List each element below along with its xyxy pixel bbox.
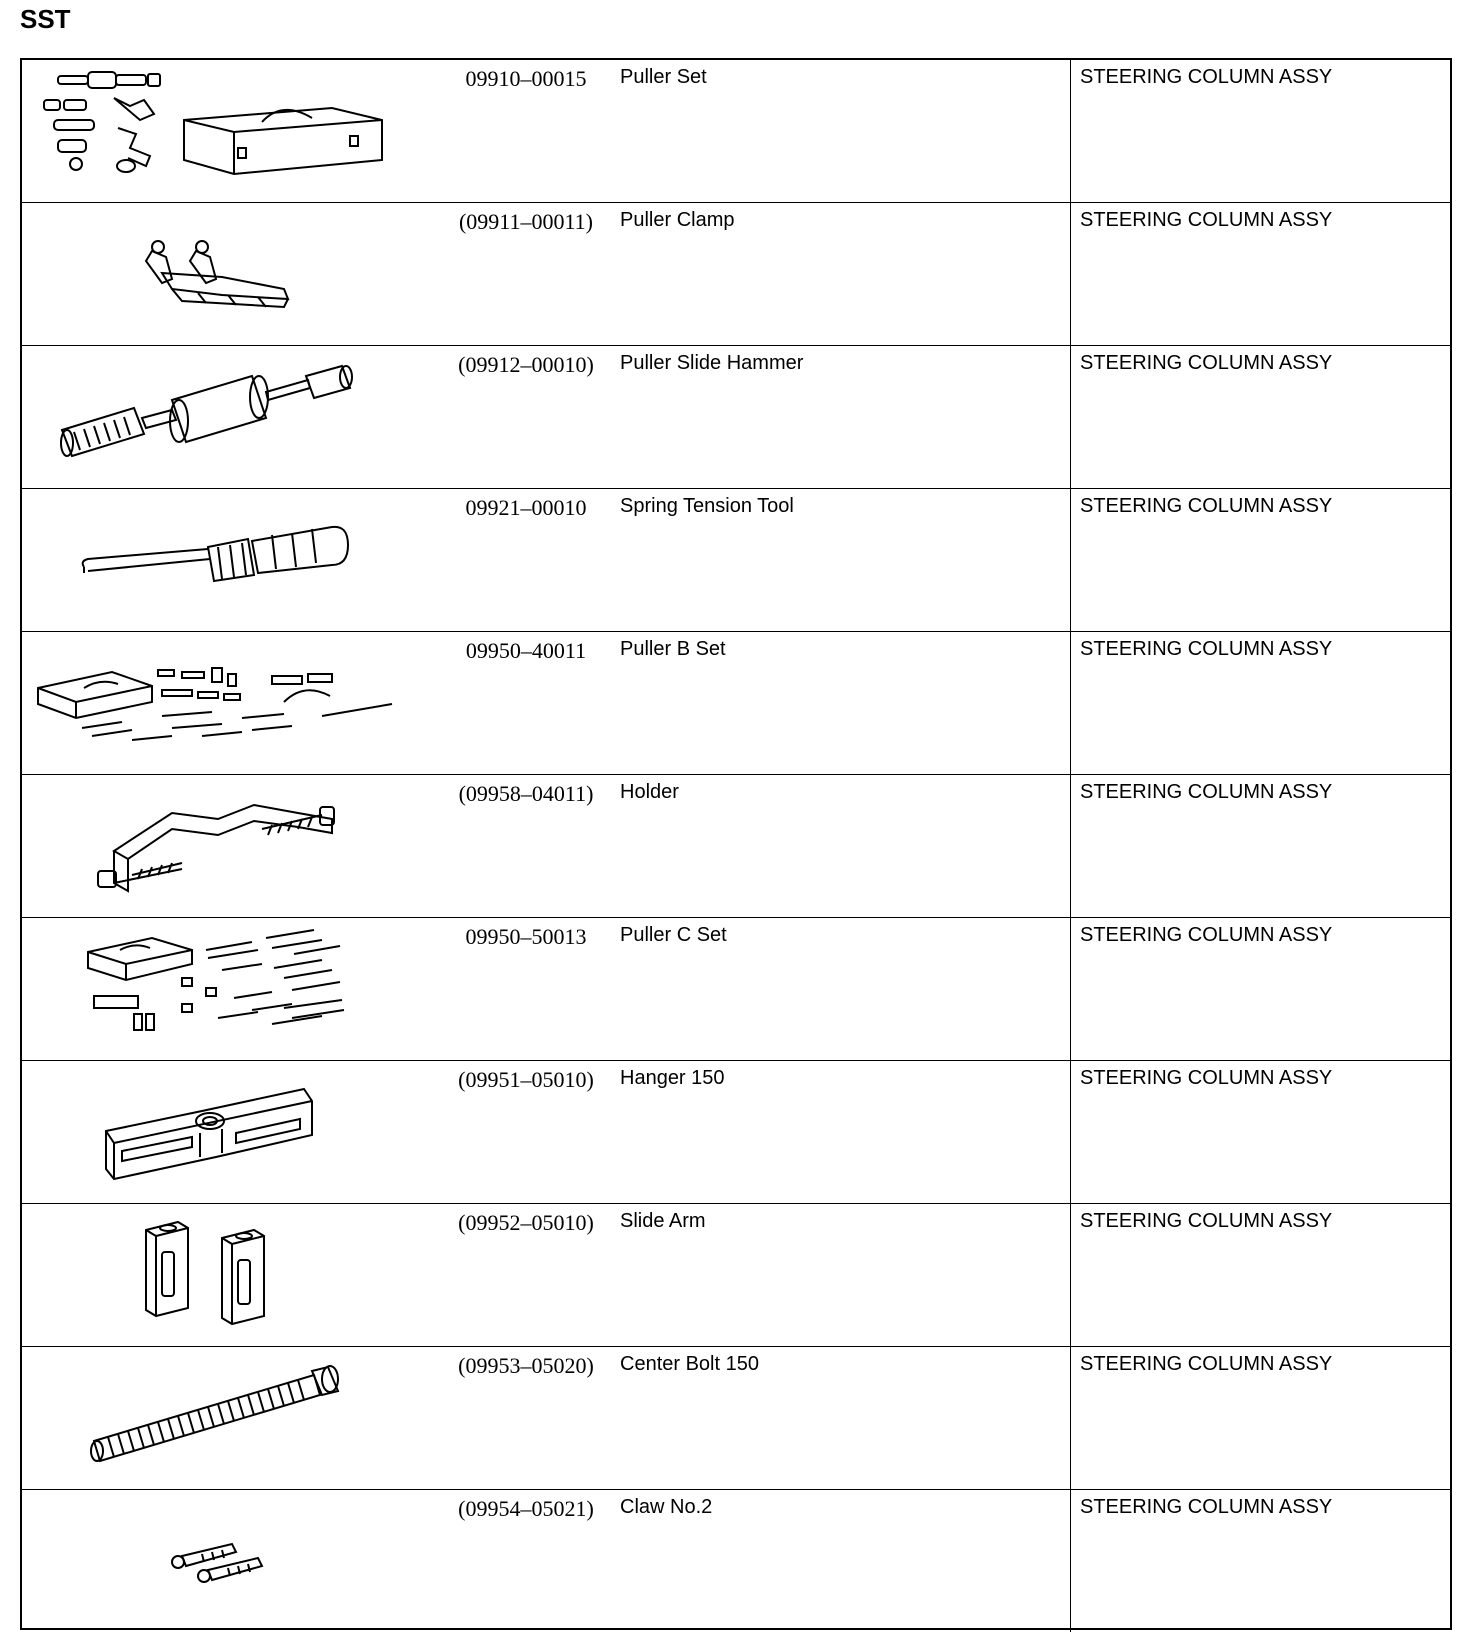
section-name: STEERING COLUMN ASSY	[1080, 66, 1333, 88]
column-divider	[1070, 1347, 1071, 1489]
table-row	[22, 60, 1450, 203]
part-description: Claw No.2	[620, 1496, 713, 1518]
part-number: (09911–00011)	[458, 209, 594, 234]
part-number: (09958–04011)	[458, 781, 594, 806]
part-description: Puller C Set	[620, 924, 727, 946]
table-row	[22, 1061, 1450, 1204]
column-divider	[1070, 632, 1071, 774]
section-name: STEERING COLUMN ASSY	[1080, 1353, 1333, 1375]
claw-icon	[22, 1490, 432, 1632]
section-name: STEERING COLUMN ASSY	[1080, 209, 1333, 231]
section-name: STEERING COLUMN ASSY	[1080, 638, 1333, 660]
column-divider	[1070, 1061, 1071, 1203]
part-number: (09953–05020)	[458, 1353, 594, 1378]
table-row	[22, 346, 1450, 489]
part-number: 09950–40011	[465, 638, 587, 663]
table-row	[22, 775, 1450, 918]
part-number: (09954–05021)	[458, 1496, 594, 1521]
puller-clamp-icon	[22, 203, 432, 345]
part-description: Puller B Set	[620, 638, 726, 660]
column-divider	[1070, 775, 1071, 917]
part-number: (09912–00010)	[458, 352, 594, 377]
puller-set-icon	[22, 60, 432, 202]
table-row	[22, 632, 1450, 775]
section-name: STEERING COLUMN ASSY	[1080, 352, 1333, 374]
part-number: (09951–05010)	[458, 1067, 594, 1092]
table-row	[22, 1347, 1450, 1490]
table-row	[22, 918, 1450, 1061]
part-description: Slide Arm	[620, 1210, 706, 1232]
part-number: 09921–00010	[465, 495, 587, 520]
part-number: 09910–00015	[465, 66, 587, 91]
column-divider	[1070, 60, 1071, 202]
part-description: Hanger 150	[620, 1067, 725, 1089]
part-description: Puller Slide Hammer	[620, 352, 804, 374]
part-description: Spring Tension Tool	[620, 495, 794, 517]
table-row	[22, 1490, 1450, 1632]
part-description: Center Bolt 150	[620, 1353, 759, 1375]
spring-tension-tool-icon	[22, 489, 432, 631]
sst-table	[20, 58, 1452, 1630]
slide-arm-icon	[22, 1204, 432, 1346]
column-divider	[1070, 1490, 1071, 1632]
holder-icon	[22, 775, 432, 917]
section-name: STEERING COLUMN ASSY	[1080, 495, 1333, 517]
column-divider	[1070, 203, 1071, 345]
column-divider	[1070, 346, 1071, 488]
puller-c-set-icon	[22, 918, 432, 1060]
hanger-icon	[22, 1061, 432, 1203]
table-row	[22, 1204, 1450, 1347]
center-bolt-icon	[22, 1347, 432, 1489]
table-row	[22, 203, 1450, 346]
section-name: STEERING COLUMN ASSY	[1080, 1496, 1333, 1518]
section-name: STEERING COLUMN ASSY	[1080, 781, 1333, 803]
column-divider	[1070, 918, 1071, 1060]
part-description: Puller Set	[620, 66, 707, 88]
page-title: SST	[20, 4, 71, 34]
part-number: 09950–50013	[465, 924, 587, 949]
column-divider	[1070, 1204, 1071, 1346]
part-description: Puller Clamp	[620, 209, 735, 231]
table-row	[22, 489, 1450, 632]
slide-hammer-icon	[22, 346, 432, 488]
section-name: STEERING COLUMN ASSY	[1080, 1210, 1333, 1232]
puller-b-set-icon	[22, 632, 432, 774]
part-number: (09952–05010)	[458, 1210, 594, 1235]
part-description: Holder	[620, 781, 679, 803]
section-name: STEERING COLUMN ASSY	[1080, 1067, 1333, 1089]
column-divider	[1070, 489, 1071, 631]
section-name: STEERING COLUMN ASSY	[1080, 924, 1333, 946]
